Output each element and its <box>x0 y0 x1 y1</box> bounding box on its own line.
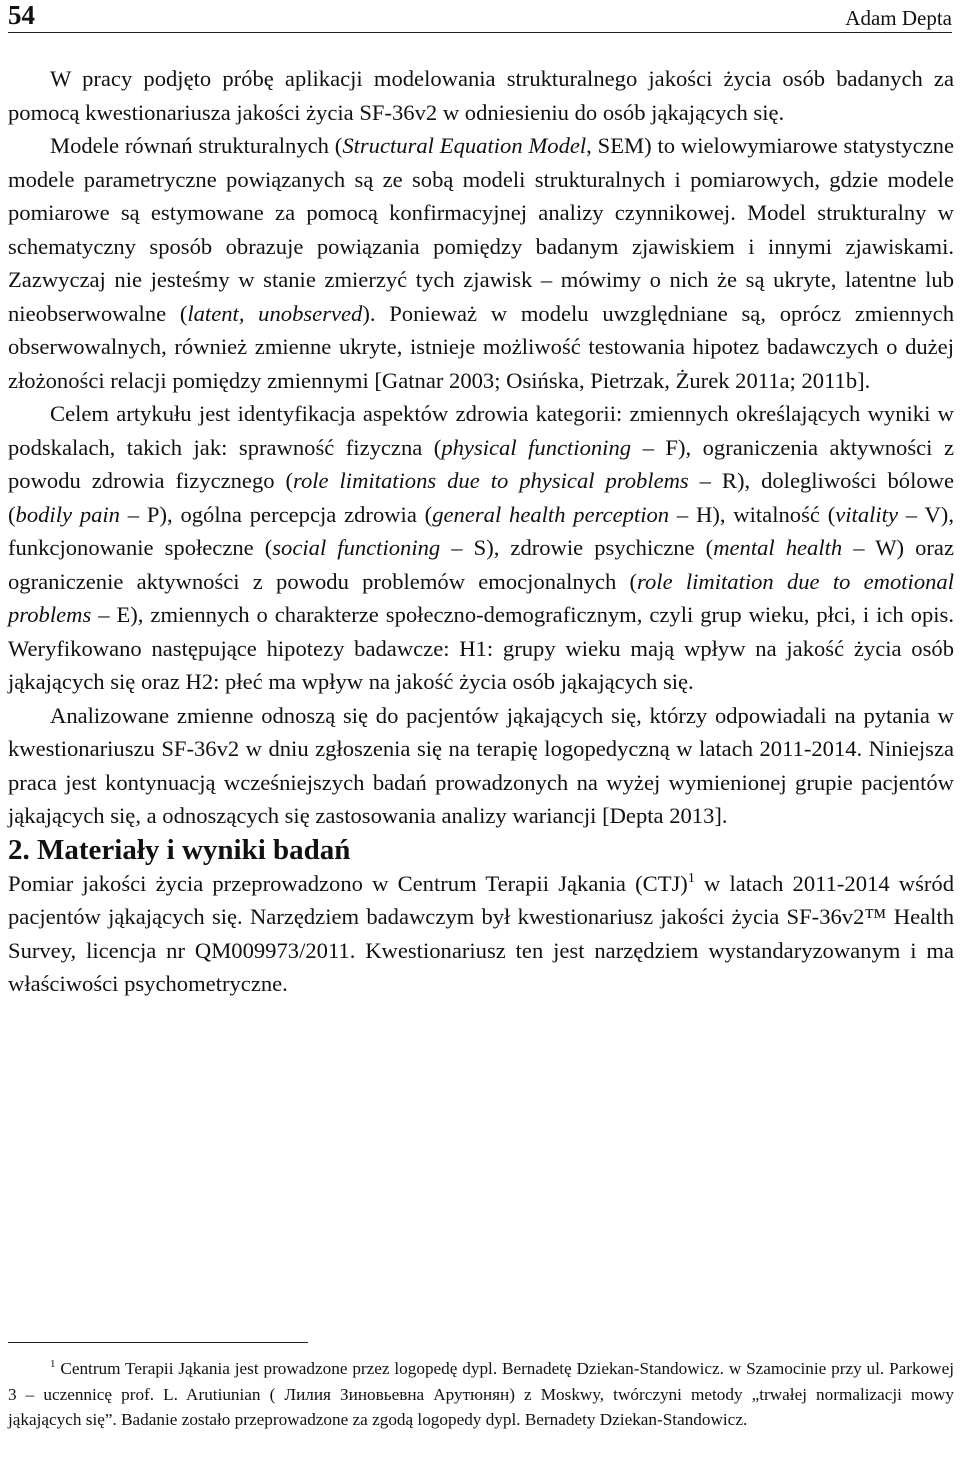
section-heading: 2. Materiały i wyniki badań <box>8 833 351 866</box>
running-head-author: Adam Depta <box>845 6 952 30</box>
page-number: 54 <box>8 0 35 30</box>
footnote-reference[interactable]: 1 <box>687 870 695 886</box>
paragraph-intro: W pracy podjęto próbę aplikacji modelowania strukturalnego jakości życia osób badanych za pomocą kwestionariusza jakości życia SF-36v2 w odniesieniu do osób jąkających się. <box>8 66 954 125</box>
footnote-separator <box>8 1342 308 1343</box>
paragraph-aim: Celem artykułu jest identyfikacja aspektów zdrowia kategorii: zmiennych określających wyniki w podskalach, takich jak: sprawność fizyczna (physical functioning – F), ograniczenia aktywności z powodu zdrowia fizycznego (role limitations due to physical problems – R), dolegliwości bólowe (bodily pain – P), ogólna percepcja zdrowia (general health perception – H), witalność (vitality – V), funkcjonowanie społeczne (social functioning – S), zdrowie psychiczne (mental health – W) oraz ograniczenie aktywności z powodu problemów emocjonalnych (role limitation due to emotional problems – E), zmiennych o charakterze społeczno-demograficznym, czyli grup wieku, płci, i ich opis. Weryfikowano następujące hipotezy badawcze: H1: grupy wieku mają wpływ na jakość życia osób jąkających się oraz H2: płeć ma wpływ na jakość życia osób jąkających się. <box>8 401 955 694</box>
footnote-text: Centrum Terapii Jąkania jest prowadzone przez logopedę dypl. Bernadetę Dziekan-Standowicz. w Szamocinie przy ul. Parkowej 3 – uczennicę prof. L. Arutiunian ( Лилия Зиновьевна Арутюнян) z Moskwy, twórczyni metody „trwałej normalizacji mowy jąkających się”. Badanie zostało przeprowadzone za zgodą logopedy dypl. Bernadety Dziekan-Standowicz. <box>8 1359 954 1429</box>
paragraph-variables: Analizowane zmienne odnoszą się do pacjentów jąkających się, którzy odpowiadali na pytania w kwestionariuszu SF-36v2 w dniu zgłoszenia się na terapię logopedyczną w latach 2011-2014. Niniejsza praca jest kontynuacją wcześniejszych badań prowadzonych na wyżej wymienionej grupie pacjentów jąkających się, a odnoszących się zastosowania analizy wariancji [Depta 2013]. <box>8 702 954 828</box>
paragraph-sem: Modele równań strukturalnych (Structural Equation Model, SEM) to wielowymiarowe statystyczne modele parametryczne powiązanych są ze sobą modeli strukturalnych i pomiarowych, gdzie modele pomiarowe są estymowane za pomocą konfirmacyjnej analizy czynnikowej. Model strukturalny w schematyczny sposób obrazuje powiązania pomiędzy badanym zjawiskiem i innymi zjawiskami. Zazwyczaj nie jesteśmy w stanie zmierzyć tych zjawisk – mówimy o nich że są ukryte, latentne lub nieobserwowalne (latent, unobserved). Ponieważ w modelu uwzględniane są, oprócz zmiennych obserwowalnych, również zmienne ukryte, istnieje możliwość testowania hipotez badawczych o dużej złożoności relacji pomiędzy zmiennymi [Gatnar 2003; Osińska, Pietrzak, Żurek 2011a; 2011b]. <box>8 133 955 393</box>
paragraph-methods: Pomiar jakości życia przeprowadzono w Centrum Terapii Jąkania (CTJ)$^1$ w latach 2011-2014 wśród pacjentów jąkających się. Narzędziem badawczym był kwestionariusz jakości życia SF-36v2™ Health Survey, licencja nr QM009973/2011. Kwestionariusz ten jest narzędziem wystandaryzowanym i ma właściwości psychometryczne. <box>8 870 954 996</box>
footnote-marker: 1 <box>50 1358 56 1370</box>
article-body <box>8 62 954 1001</box>
footnote <box>8 1356 954 1433</box>
page-header <box>8 0 952 33</box>
